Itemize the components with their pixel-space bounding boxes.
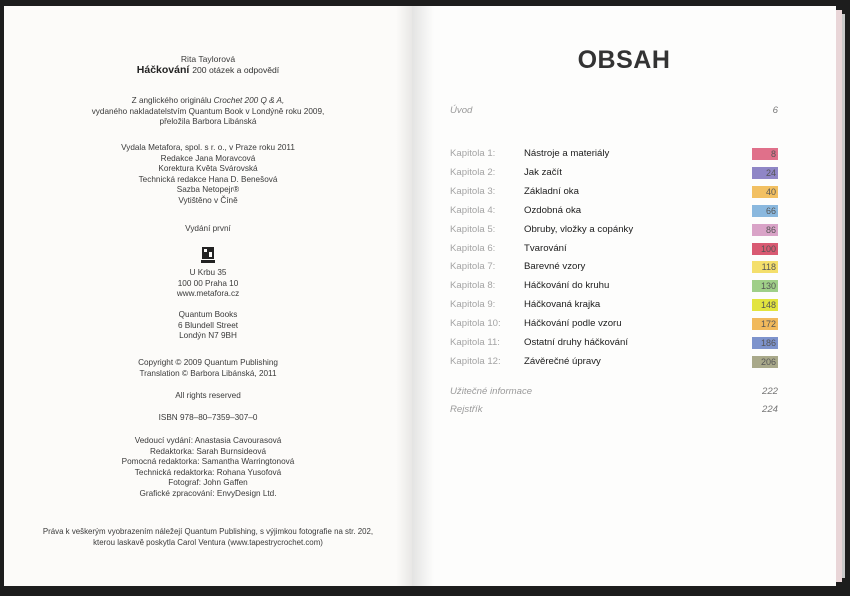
- credit-line: Sazba Netopejr®: [176, 185, 240, 195]
- toc-extra-label: Rejstřík: [450, 404, 483, 415]
- toc-chapter-row[interactable]: [450, 203, 778, 219]
- toc-extra-page: 224: [761, 404, 778, 415]
- toc-chapter-label: Kapitola 11:: [450, 337, 500, 348]
- rights-text: [4, 391, 412, 402]
- toc-chapter-page-badge: 24: [752, 167, 778, 179]
- staff-line: Redaktorka: Sarah Burnsideová: [149, 446, 267, 456]
- edition-label: Vydání první: [185, 224, 231, 233]
- publisher-logo: [4, 246, 412, 268]
- original-prefix: Z anglického originálu: [131, 96, 212, 105]
- toc-chapter-label: Kapitola 1:: [450, 148, 496, 159]
- toc-chapter-label: Kapitola 6:: [450, 242, 496, 254]
- toc-chapter-title: Háčkování do kruhu: [524, 280, 610, 292]
- rights-notice: [4, 527, 412, 548]
- staff-line: Technická redaktorka: Rohana Yusofová: [134, 467, 282, 477]
- toc-chapter-row[interactable]: [450, 241, 778, 257]
- translator-line: přeložila Barbora Libánská: [159, 117, 257, 127]
- toc-chapter-title: Ozdobná oka: [524, 204, 582, 216]
- toc-heading: OBSAH: [577, 46, 671, 74]
- rights-label: All rights reserved: [175, 391, 241, 400]
- toc-chapter-row[interactable]: [450, 184, 778, 200]
- toc-chapter-title: Barevné vzory: [524, 261, 586, 273]
- toc-chapter-label: Kapitola 8:: [450, 280, 496, 292]
- toc-chapter-title: Háčkování podle vzoru: [524, 318, 622, 330]
- address-line: U Krbu 35: [189, 268, 227, 277]
- page-edge-shadow: [842, 14, 845, 578]
- copyright-line: Translation © Barbora Libánská, 2011: [139, 368, 277, 378]
- toc-chapter-label: Kapitola 3:: [450, 185, 496, 197]
- toc-chapter-label: Kapitola 10:: [450, 318, 501, 330]
- toc-chapter-page-badge: 118: [752, 261, 778, 273]
- toc-chapter-page-badge: 66: [752, 205, 778, 217]
- toc-chapter-row[interactable]: [450, 316, 778, 332]
- staff-line: Vedoucí vydání: Anastasia Cavourasová: [134, 436, 282, 445]
- credit-line: Korektura Květa Svárovská: [158, 164, 258, 174]
- toc-chapter-row[interactable]: [450, 278, 778, 294]
- imprint-header: [4, 54, 412, 75]
- isbn-label: ISBN 978–80–7359–307–0: [158, 413, 258, 422]
- toc-extra-label: Užitečné informace: [450, 386, 533, 397]
- toc-chapter-row[interactable]: [450, 146, 778, 162]
- toc-chapter-title: Závěrečné úpravy: [524, 355, 601, 367]
- toc-chapter-row[interactable]: [450, 354, 778, 370]
- toc-chapter-label: Kapitola 2:: [450, 166, 496, 178]
- staff-line: Grafické zpracování: EnvyDesign Ltd.: [139, 488, 277, 498]
- toc-chapter-page-badge: 8: [752, 148, 778, 160]
- toc-chapter-row[interactable]: [450, 297, 778, 313]
- toc-page: [412, 6, 836, 586]
- toc-chapter-label: Kapitola 9:: [450, 299, 496, 311]
- notice-line: Práva k veškerým vyobrazením náležejí Quantum Publishing, s výjimkou fotografie na str. 202,: [42, 527, 374, 536]
- toc-chapter-title: Tvarování: [524, 242, 567, 254]
- toc-chapter-title: Háčkovaná krajka: [524, 299, 601, 311]
- toc-chapter-page-badge: 186: [752, 337, 778, 349]
- toc-extra-page: 222: [761, 386, 778, 397]
- toc-chapter-page-badge: 100: [752, 243, 778, 255]
- isbn-text: [4, 413, 412, 424]
- copyright-line: Copyright © 2009 Quantum Publishing: [138, 358, 278, 367]
- toc-extra-row[interactable]: [450, 402, 778, 418]
- toc-chapter-page-badge: 172: [752, 318, 778, 330]
- toc-chapter-row[interactable]: [450, 335, 778, 351]
- toc-chapter-label: Kapitola 12:: [450, 355, 501, 367]
- staff-block: [4, 436, 412, 500]
- website-link: www.metafora.cz: [176, 289, 240, 299]
- toc-chapter-label: Kapitola 5:: [450, 223, 496, 235]
- address-line: 100 00 Praha 10: [177, 278, 239, 288]
- toc-chapter-page-badge: 40: [752, 186, 778, 198]
- toc-intro-row[interactable]: [450, 103, 778, 119]
- publisher-address: [4, 268, 412, 300]
- book-title: [4, 65, 412, 76]
- address-line: Quantum Books: [178, 310, 238, 319]
- quantum-address: [4, 310, 412, 342]
- edition-text: [4, 224, 412, 235]
- toc-chapter-title: Jak začít: [524, 166, 562, 178]
- toc-chapter-row[interactable]: [450, 259, 778, 275]
- toc-chapter-title: Obruby, vložky a copánky: [524, 223, 634, 235]
- credits-block: [4, 143, 412, 207]
- credit-line: Vytištěno v Číně: [178, 195, 238, 205]
- original-title: Crochet 200 Q & A,: [213, 96, 285, 105]
- notice-line: kterou laskavě poskytla Carol Ventura (www.tapestrycrochet.com): [93, 537, 323, 547]
- metafora-logo-icon: [201, 246, 215, 264]
- toc-chapter-label: Kapitola 7:: [450, 261, 496, 273]
- credit-line: Redakce Jana Moravcová: [160, 153, 256, 163]
- toc-extra-row[interactable]: [450, 384, 778, 400]
- address-line: 6 Blundell Street: [177, 320, 239, 330]
- original-title-line: [4, 96, 412, 107]
- imprint-page: [4, 6, 412, 586]
- toc-chapter-row[interactable]: [450, 165, 778, 181]
- toc-chapter-title: Nástroje a materiály: [524, 148, 610, 159]
- book-subtitle: 200 otázek a odpovědí: [192, 64, 280, 75]
- staff-line: Fotograf: John Gaffen: [168, 478, 248, 488]
- original-publisher-line: vydaného nakladatelstvím Quantum Book v Londýně roku 2009,: [91, 106, 325, 116]
- book-title-main: Háčkování: [136, 63, 190, 76]
- toc-chapter-label: Kapitola 4:: [450, 204, 496, 216]
- toc-chapter-row[interactable]: [450, 222, 778, 238]
- credit-line: Technická redakce Hana D. Benešová: [138, 174, 278, 184]
- toc-intro-label: Úvod: [450, 105, 473, 116]
- toc-chapter-page-badge: 86: [752, 224, 778, 236]
- credit-line: Vydala Metafora, spol. s r. o., v Praze roku 2011: [121, 143, 295, 152]
- staff-line: Pomocná redaktorka: Samantha Warringtonová: [121, 457, 295, 467]
- toc-chapter-title: Ostatní druhy háčkování: [524, 337, 628, 348]
- toc-chapter-title: Základní oka: [524, 185, 579, 197]
- toc-intro-page: 6: [772, 105, 778, 116]
- original-info: [4, 96, 412, 128]
- address-line: Londýn N7 9BH: [179, 331, 237, 341]
- author-name: Rita Taylorová: [180, 54, 236, 64]
- copyright-block: [4, 358, 412, 379]
- toc-chapter-page-badge: 206: [752, 356, 778, 368]
- toc-chapter-page-badge: 148: [752, 299, 778, 311]
- toc-chapter-page-badge: 130: [752, 280, 778, 292]
